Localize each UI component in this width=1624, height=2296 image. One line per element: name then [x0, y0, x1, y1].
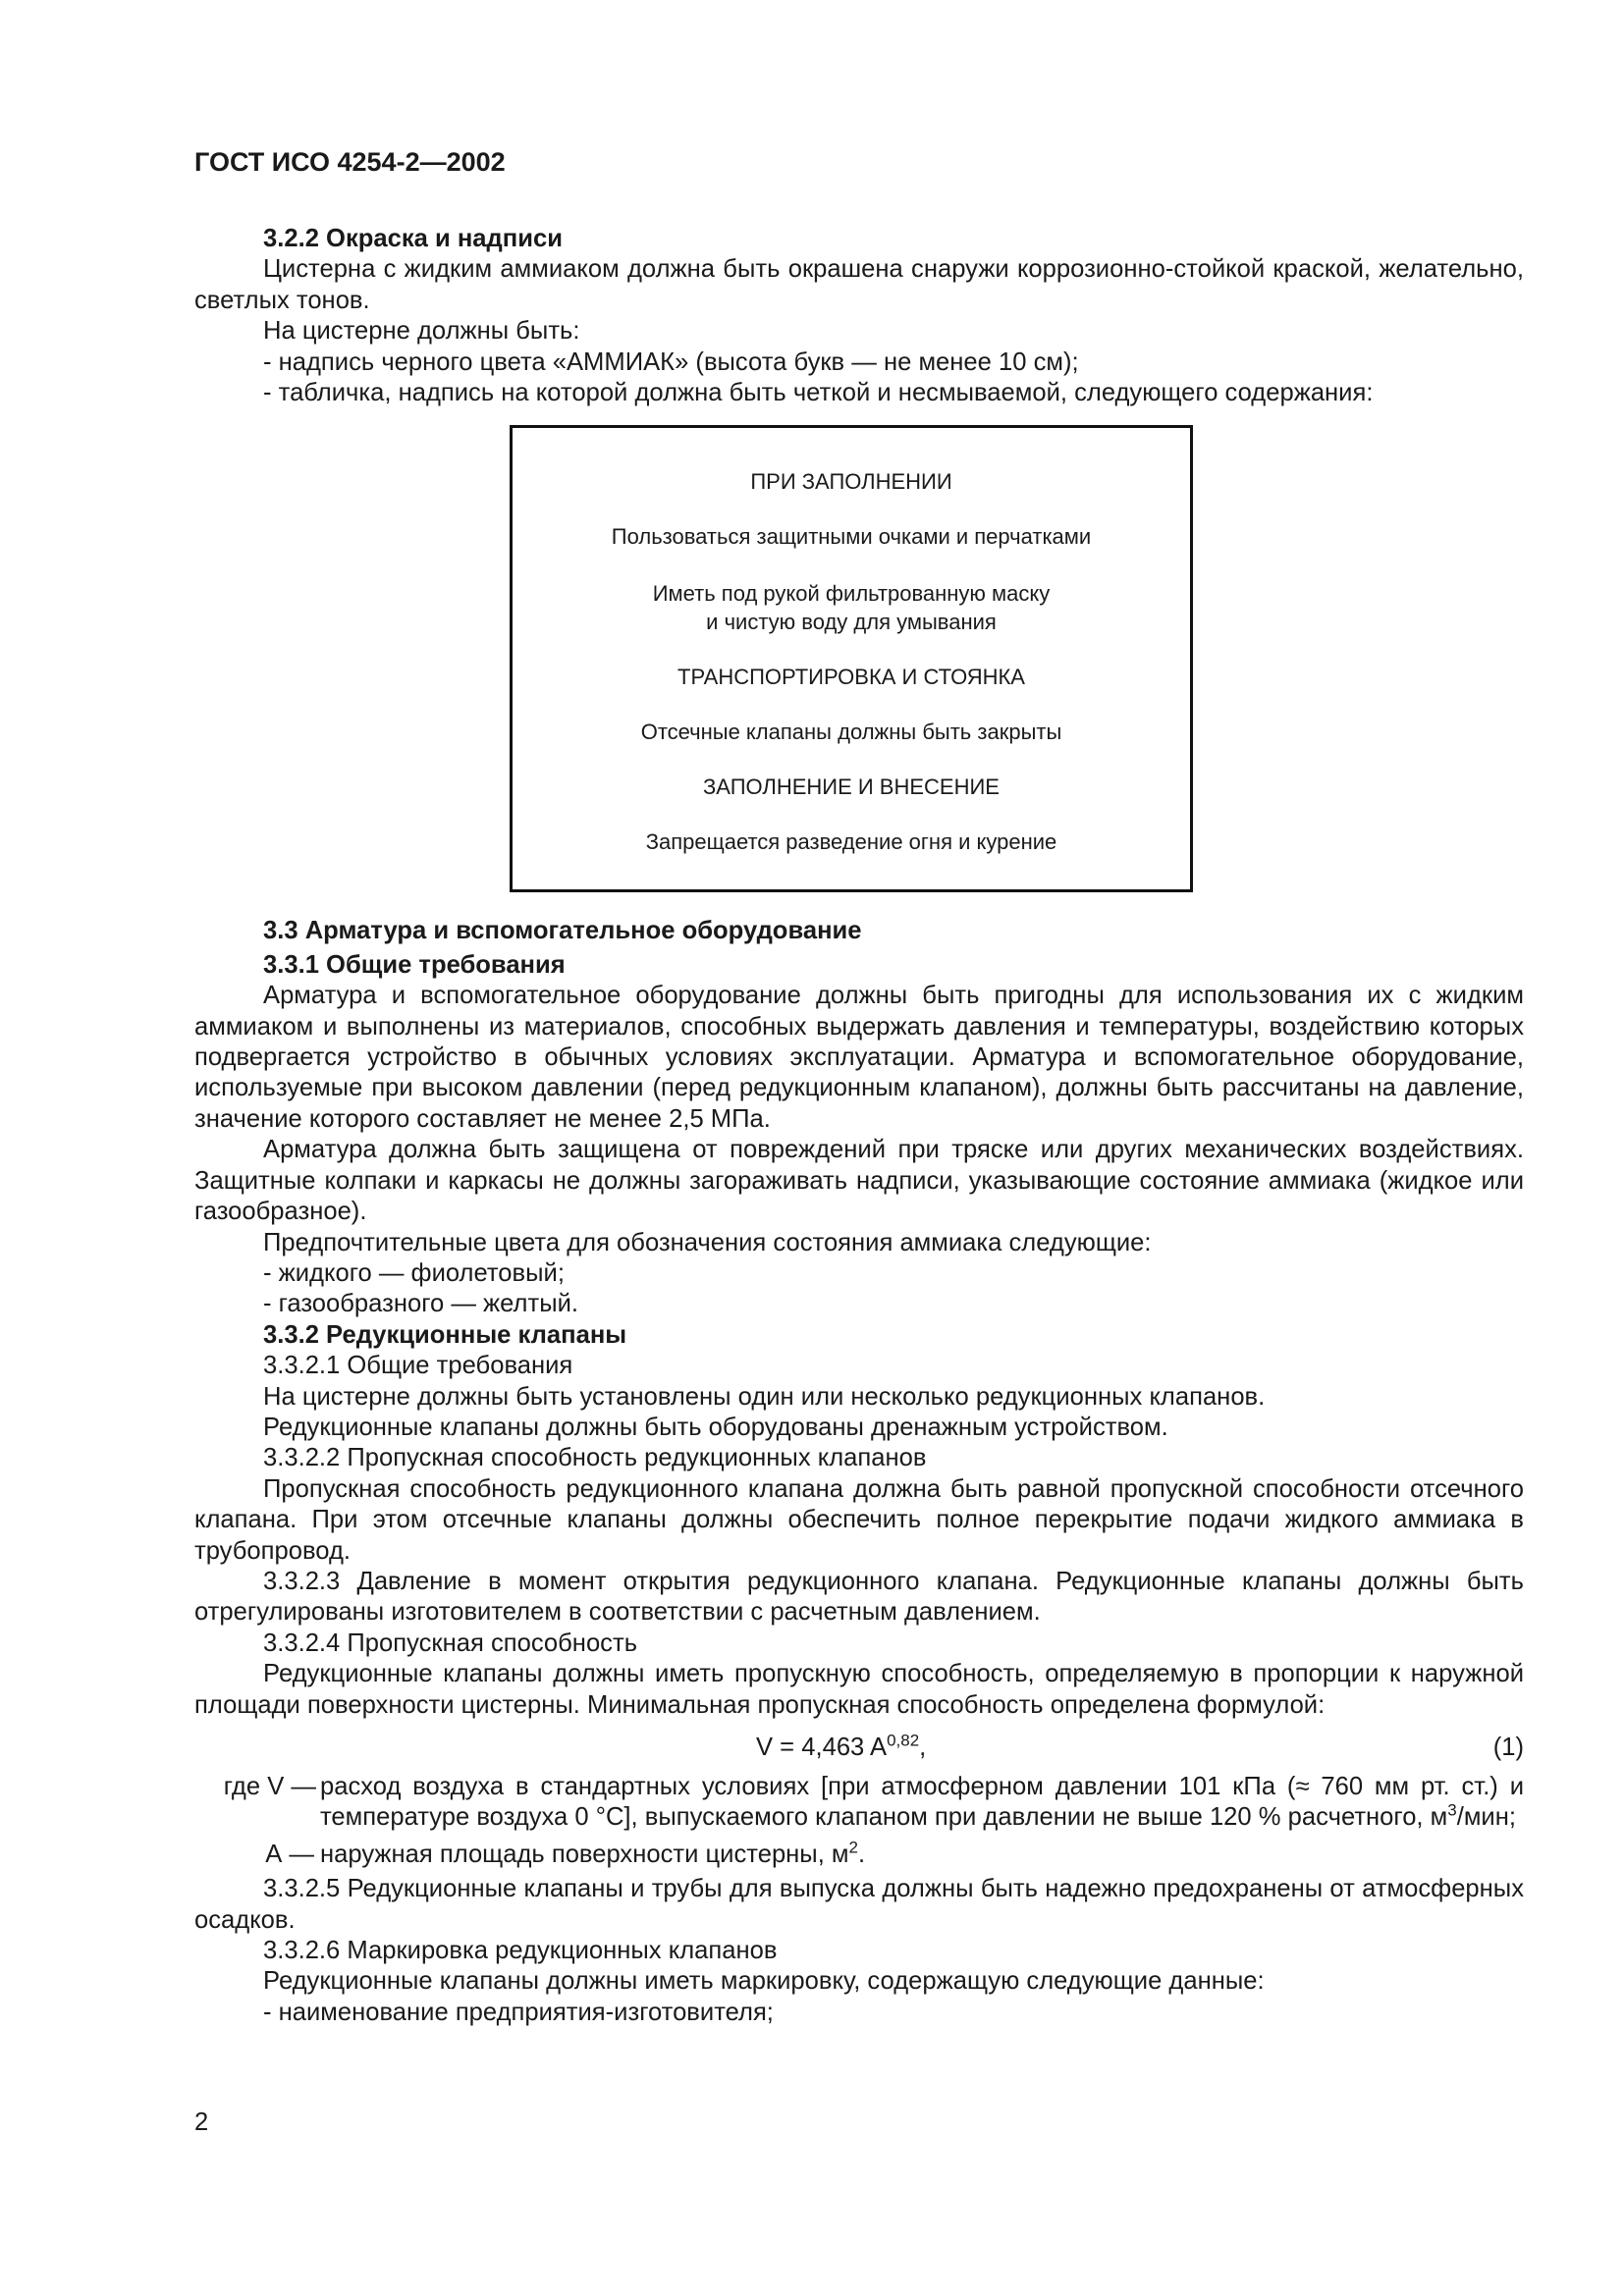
- subsection-heading: 3.3.2.4 Пропускная способность: [263, 1629, 638, 1657]
- section-heading-3-2-2: 3.2.2 Окраска и надписи: [263, 225, 563, 252]
- paragraph: 3.3.2.3 Давление в момент открытия редукционного клапана. Редукционные клапаны должны быть отрегулированы изготовителем в соответствии с расчетным давлением.: [194, 1567, 1524, 1627]
- document-body: [194, 224, 1524, 2028]
- paragraph: Пропускная способность редукционного клапана должна быть равной пропускной способности отсечного клапана. При этом отсечные клапаны должны обеспечить полное перекрытие подачи жидкого аммиака в трубопровод.: [194, 1474, 1524, 1565]
- notice-text: Отсечные клапаны должны быть закрыты: [640, 720, 1062, 745]
- list-item: - жидкого — фиолетовый;: [263, 1258, 565, 1287]
- paragraph: Редукционные клапаны должны иметь маркировку, содержащую следующие данные:: [263, 1967, 1265, 1996]
- section-heading-3-3: 3.3 Арматура и вспомогательное оборудование: [263, 917, 862, 945]
- paragraph: Арматура должна быть защищена от повреждений при тряске или других механических воздействиях. Защитные колпаки и каркасы не должны загораживать надписи, указывающие состояние аммиака (жидкое или газообразное).: [194, 1136, 1524, 1226]
- paragraph: Предпочтительные цвета для обозначения состояния аммиака следующие:: [263, 1228, 1152, 1256]
- list-item: - газообразного — желтый.: [263, 1290, 578, 1318]
- list-item: - надпись черного цвета «АММИАК» (высота букв — не менее 10 см);: [263, 347, 1079, 376]
- paragraph: Цистерна с жидким аммиаком должна быть окрашена снаружи коррозионно-стойкой краской, желательно, светлых тонов.: [194, 255, 1524, 314]
- formula-number: (1): [1492, 1734, 1524, 1761]
- where-item-v: [194, 1772, 1524, 1834]
- where-description: [320, 1840, 1524, 1870]
- section-heading-3-3-1: 3.3.1 Общие требования: [263, 950, 566, 979]
- document-id-header: ГОСТ ИСО 4254-2—2002: [194, 147, 506, 177]
- warning-notice-plate: [510, 425, 1193, 892]
- where-item-a: [194, 1840, 1524, 1870]
- paragraph: Редукционные клапаны должны быть оборудованы дренажным устройством.: [263, 1413, 1168, 1441]
- formula-expression: [756, 1733, 926, 1763]
- formula-base: V = 4,463 A: [756, 1734, 888, 1761]
- paragraph: На цистерне должны быть:: [263, 317, 580, 346]
- subsection-heading: 3.3.2.1 Общие требования: [263, 1352, 573, 1380]
- notice-heading-filling: ПРИ ЗАПОЛНЕНИИ: [750, 469, 952, 495]
- list-item: - табличка, надпись на которой должна быть четкой и несмываемой, следующего содержания:: [263, 379, 1374, 407]
- where-desc-text: наружная площадь поверхности цистерны, м: [320, 1840, 849, 1868]
- where-desc-end: /мин;: [1456, 1803, 1516, 1832]
- formula-exponent: 0,82: [887, 1731, 920, 1750]
- where-desc-text: расход воздуха в стандартных условиях [при атмосферном давлении 101 кПа (≈ 760 мм рт. ст.) и температуре воздуха 0 °С], выпускаемого клапаном при давлении не выше 120 % расчетного, м: [320, 1773, 1524, 1832]
- where-term: где V —: [223, 1773, 316, 1800]
- list-item: - наименование предприятия-изготовителя;: [263, 1998, 774, 2026]
- notice-text: и чистую воду для умывания: [706, 610, 997, 635]
- where-description: [320, 1772, 1524, 1834]
- notice-heading-filling-emptying: ЗАПОЛНЕНИЕ И ВНЕСЕНИЕ: [703, 774, 1000, 800]
- formula-1: [194, 1733, 1524, 1766]
- paragraph: Редукционные клапаны должны иметь пропускную способность, определяемую в пропорции к наружной площади поверхности цистерны. Минимальная пропускная способность определена формулой:: [194, 1660, 1524, 1719]
- subsection-heading: 3.3.2.2 Пропускная способность редукционных клапанов: [263, 1444, 927, 1472]
- notice-heading-transport: ТРАНСПОРТИРОВКА И СТОЯНКА: [677, 665, 1025, 690]
- formula-comma: ,: [919, 1734, 927, 1761]
- paragraph: На цистерне должны быть установлены один или несколько редукционных клапанов.: [263, 1382, 1266, 1411]
- where-term: А —: [265, 1840, 314, 1868]
- page-number: 2: [194, 2109, 209, 2136]
- notice-text: Иметь под рукой фильтрованную маску: [652, 581, 1051, 607]
- where-desc-end: .: [858, 1840, 866, 1868]
- unit-superscript: 3: [1447, 1800, 1457, 1820]
- unit-superscript: 2: [848, 1838, 858, 1857]
- subsection-heading: 3.3.2.6 Маркировка редукционных клапанов: [263, 1937, 778, 1965]
- paragraph: 3.3.2.5 Редукционные клапаны и трубы для выпуска должны быть надежно предохранены от атмосферных осадков.: [194, 1875, 1524, 1934]
- notice-text: Пользоваться защитными очками и перчатками: [611, 524, 1092, 550]
- paragraph: Арматура и вспомогательное оборудование должны быть пригодны для использования их с жидким аммиаком и выполнены из материалов, способных выдержать давления и температуры, воздействию которых подвергается устройство в обычных условиях эксплуатации. Арматура и вспомогательное оборудование, используемые при высоком давлении (перед редукционным клапаном), должны быть рассчитаны на давление, значение которого составляет не менее 2,5 МПа.: [194, 982, 1524, 1133]
- section-heading-3-3-2: 3.3.2 Редукционные клапаны: [263, 1320, 627, 1349]
- notice-text: Запрещается разведение огня и курение: [645, 829, 1057, 855]
